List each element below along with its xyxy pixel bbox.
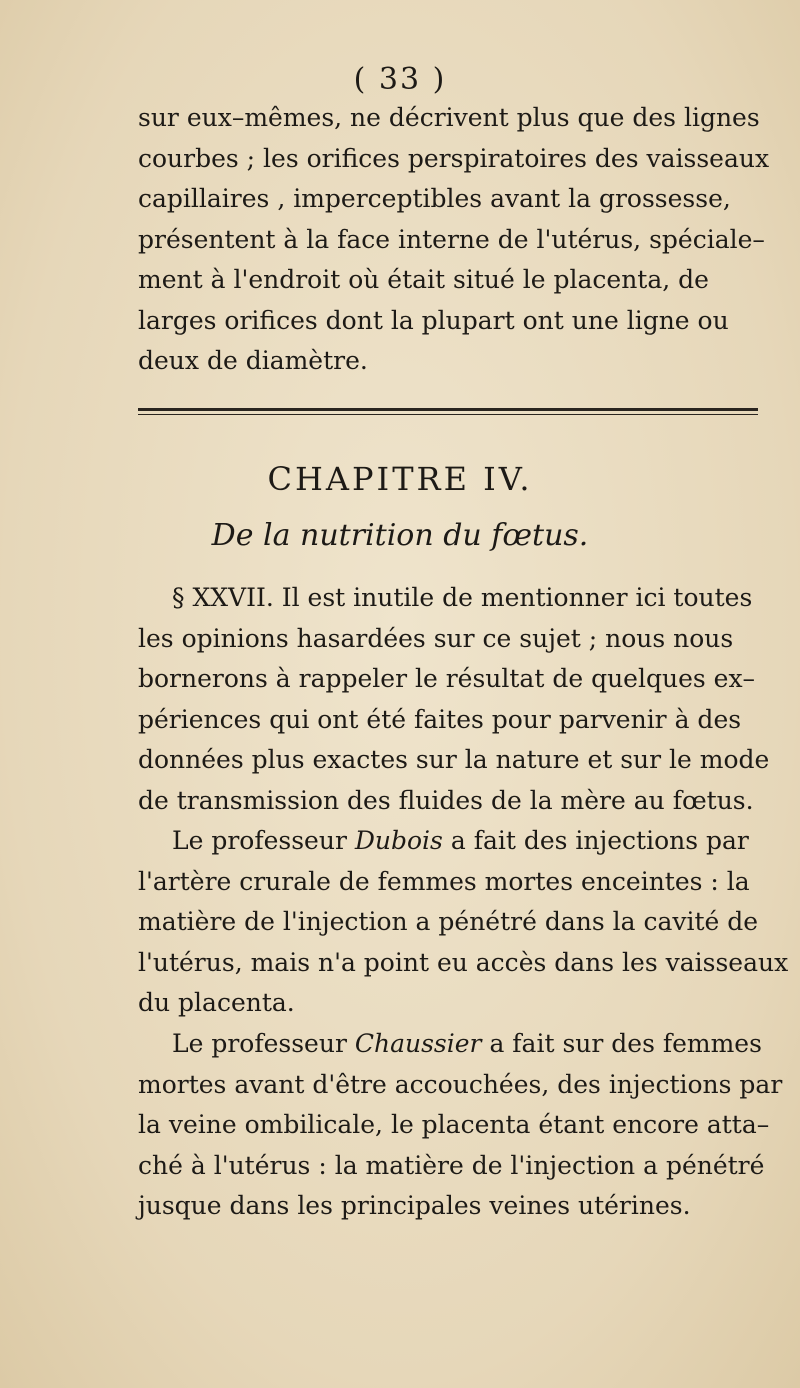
text-line: de transmission des fluides de la mère au fœtus. <box>138 785 754 815</box>
chaussier-paragraph <box>138 1024 783 1227</box>
text-line: ment à l'endroit où était situé le placenta, de <box>138 265 709 294</box>
page-number: ( 33 ) <box>353 62 447 97</box>
text-fragment: Le professeur <box>172 1029 355 1058</box>
chapter-title: CHAPITRE IV. <box>267 460 533 498</box>
text-fragment: a fait des injections par <box>442 826 749 855</box>
text-line: données plus exactes sur la nature et sur le mode <box>138 745 770 774</box>
text-line: sur eux–mêmes, ne décrivent plus que des lignes <box>138 103 760 132</box>
chapter-subtitle: De la nutrition du fœtus. <box>211 518 589 553</box>
text-line <box>138 821 758 862</box>
section-divider <box>138 408 758 415</box>
text-line: l'utérus, mais n'a point eu accès dans les vaisseaux <box>138 947 789 977</box>
text-line: larges orifices dont la plupart ont une ligne ou <box>138 305 729 335</box>
text-line: jusque dans les principales veines utérines. <box>138 1191 691 1220</box>
text-line: les opinions hasardées sur ce sujet ; nous nous <box>138 623 734 653</box>
text-line <box>138 1024 762 1065</box>
text-line: courbes ; les orifices perspiratoires des vaisseaux <box>138 143 770 173</box>
text-fragment: a fait sur des femmes <box>481 1029 762 1058</box>
person-name: Dubois <box>354 826 443 855</box>
text-line: périences qui ont été faites pour parvenir à des <box>138 704 742 734</box>
text-line: la veine ombilicale, le placenta étant encore atta– <box>138 1110 770 1139</box>
text-line: deux de diamètre. <box>138 346 368 375</box>
text-line: capillaires , imperceptibles avant la grossesse, <box>138 184 731 213</box>
dubois-paragraph <box>138 821 789 1024</box>
text-line: § XXVII. Il est inutile de mentionner ici toutes <box>172 583 753 612</box>
section-paragraph <box>138 578 770 821</box>
text-line: mortes avant d'être accouchées, des injections par <box>138 1069 783 1099</box>
text-line: bornerons à rappeler le résultat de quelques ex– <box>138 664 756 693</box>
text-line: matière de l'injection a pénétré dans la cavité de <box>138 907 759 936</box>
text-fragment: Le professeur <box>172 826 355 855</box>
text-line: du placenta. <box>138 988 295 1017</box>
intro-paragraph <box>138 98 770 382</box>
text-line: l'artère crurale de femmes mortes enceintes : la <box>138 866 750 896</box>
text-line: ché à l'utérus : la matière de l'injection a pénétré <box>138 1150 765 1180</box>
person-name: Chaussier <box>354 1029 482 1058</box>
text-line: présentent à la face interne de l'utérus, spéciale– <box>138 224 765 254</box>
